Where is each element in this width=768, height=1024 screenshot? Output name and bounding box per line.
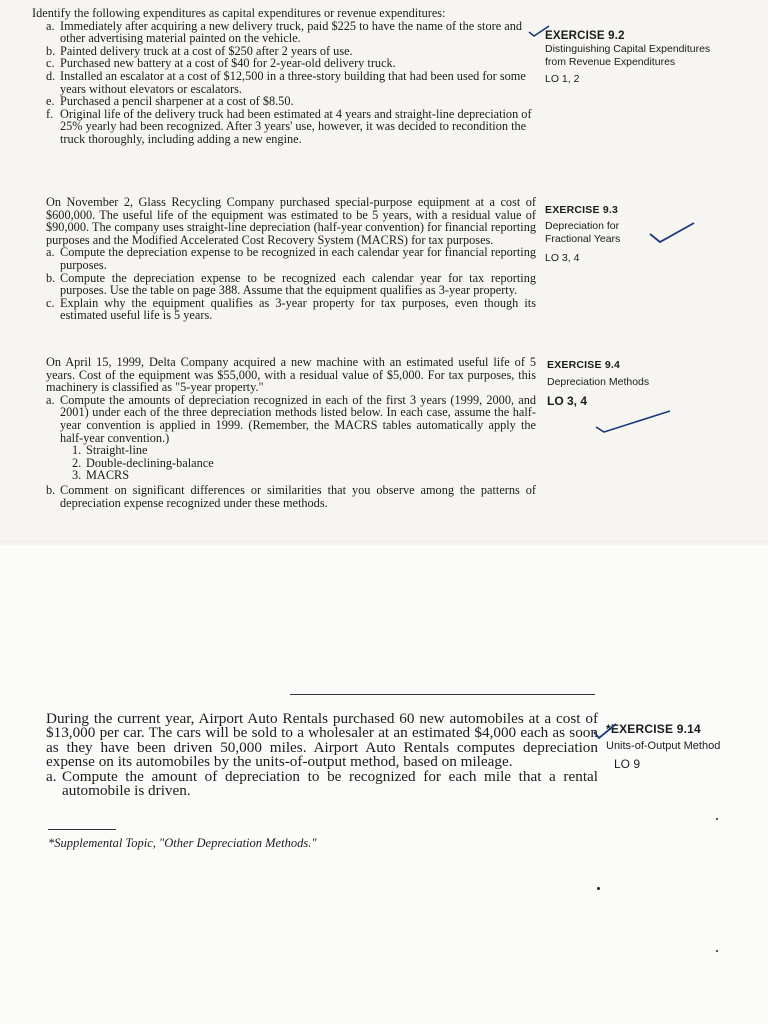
exercise-9-3-item-c xyxy=(46,297,536,322)
exercise-9-3-body xyxy=(46,196,536,322)
item-marker: c. xyxy=(46,56,55,71)
exercise-9-2-body xyxy=(32,6,536,146)
item-text: Immediately after acquiring a new delivery truck, paid $225 to have the name of the store and other advertising material painted on the vehicle. xyxy=(60,18,522,46)
exercise-9-14-sidebar xyxy=(606,722,756,772)
exercise-9-2-item-a xyxy=(46,20,536,45)
item-text: Straight-line xyxy=(86,443,148,458)
exercise-9-4-method-3 xyxy=(46,469,536,482)
item-text: Comment on significant differences or similarities that you observe among the patterns of depreciation expense recognized under these methods. xyxy=(60,482,536,510)
exercise-9-14-body xyxy=(46,712,598,798)
item-text: Original life of the delivery truck had been estimated at 4 years and straight-line depreciation of 25% yearly had been recognized. After 3 years' use, however, it was decided to recondition the truck thoroughly, including adding a new engine. xyxy=(60,106,532,146)
exercise-9-2-header: Identify the following expenditures as capital expenditures or revenue expenditures: xyxy=(32,6,446,20)
checkmark-icon xyxy=(592,722,618,740)
exercise-9-4-body xyxy=(46,356,536,509)
exercise-9-3-item-b xyxy=(46,272,536,297)
exercise-9-2-item-d xyxy=(46,70,536,95)
checkmark-icon xyxy=(594,407,674,435)
exercise-9-4-item-a xyxy=(46,394,536,444)
item-text: Compute the depreciation expense to be recognized in each calendar year for financial reporting purposes. xyxy=(60,245,536,272)
item-text: Purchased new battery at a cost of $40 for 2-year-old delivery truck. xyxy=(60,56,396,71)
item-marker: a. xyxy=(46,18,55,33)
exercise-9-2-sidebar xyxy=(545,30,760,86)
item-text: MACRS xyxy=(86,468,130,483)
item-text: Installed an escalator at a cost of $12,500 in a three-story building that had been used for some years without elevators or escalators. xyxy=(60,68,526,96)
exercise-9-3-intro: On November 2, Glass Recycling Company purchased special-purpose equipment at a cost of $600,000. The useful life of the equipment was estimated to be 5 years, with a residual value of $90,000. The company uses straight-line depreciation (half-year convention) for financial reporting purposes and the Modified Accelerated Cost Recovery System (MACRS) for tax purposes. xyxy=(46,195,536,247)
exercise-9-14-lo: LO 9 xyxy=(614,757,641,771)
exercise-9-14-subtitle-1: Units-of-Output Method xyxy=(606,740,721,752)
exercise-9-14-footnote: *Supplemental Topic, "Other Depreciation Methods." xyxy=(48,836,317,850)
item-text: Purchased a pencil sharpener at a cost of $8.50. xyxy=(60,94,294,109)
footnote-rule xyxy=(48,829,116,830)
exercise-9-3-item-a xyxy=(46,246,536,271)
exercise-9-4-item-b xyxy=(46,484,536,509)
exercise-9-2-lo: LO 1, 2 xyxy=(545,73,580,85)
item-text: Compute the amounts of depreciation recognized in each of the first 3 years (1999, 2000, and 2001) under each of the three depreciation methods listed below. In each case, assume the half-year convention is applied in 1999. (Remember, the MACRS tables automatically apply the half-year convention.) xyxy=(60,392,536,445)
item-marker: a. xyxy=(46,245,55,260)
exercise-9-3-subtitle-2: Fractional Years xyxy=(545,233,621,245)
item-marker: 1. xyxy=(72,443,82,458)
exercise-9-14-item-a xyxy=(46,767,598,800)
item-marker: c. xyxy=(46,295,55,310)
item-marker: a. xyxy=(46,392,55,407)
item-marker: b. xyxy=(46,43,56,58)
exercise-9-2-subtitle-2: from Revenue Expenditures xyxy=(545,56,676,68)
item-text: Double-declining-balance xyxy=(86,455,214,470)
exercise-9-2-item-f xyxy=(46,108,536,146)
exercise-9-4-lo: LO 3, 4 xyxy=(547,394,588,408)
exercise-9-14-intro: During the current year, Airport Auto Rentals purchased 60 new automobiles at a cost of $13,000 per car. The cars will be sold to a wholesaler at an estimated $4,000 each as soon as they have been driven 50,000 miles. Airport Auto Rentals computes depreciation expense on its automobiles by the units-of-output method, based on mileage. xyxy=(46,710,598,771)
item-text: Explain why the equipment qualifies as 3-year property for tax purposes, even though its estimated useful life is 5 years. xyxy=(60,295,536,323)
checkmark-icon xyxy=(648,220,698,246)
item-text: Painted delivery truck at a cost of $250 after 2 years of use. xyxy=(60,43,353,58)
exercise-9-4-subtitle-1: Depreciation Methods xyxy=(547,376,650,388)
scan-speck xyxy=(597,887,600,890)
scan-speck xyxy=(716,818,718,820)
item-marker: b. xyxy=(46,482,56,497)
item-marker: 3. xyxy=(72,468,82,483)
item-marker: f. xyxy=(46,106,54,121)
exercise-9-4-label: EXERCISE 9.4 xyxy=(547,359,621,371)
exercise-9-4-sidebar xyxy=(547,359,762,408)
exercise-9-3-label: EXERCISE 9.3 xyxy=(545,204,619,216)
section-divider xyxy=(290,694,595,695)
item-text: Compute the depreciation expense to be recognized each calendar year for tax reporting purposes. Use the table on page 388. Assume that the equipment qualifies as 3-year property. xyxy=(60,270,536,298)
item-marker: b. xyxy=(46,270,56,285)
exercise-9-2-subtitle-1: Distinguishing Capital Expenditures xyxy=(545,43,711,55)
exercise-9-3-lo: LO 3, 4 xyxy=(545,252,580,264)
scan-speck xyxy=(716,950,718,952)
exercise-9-3-subtitle-1: Depreciation for xyxy=(545,220,620,232)
item-marker: 2. xyxy=(72,455,82,470)
item-marker: a. xyxy=(46,767,57,785)
item-text: Compute the amount of depreciation to be recognized for each mile that a rental automobile is driven. xyxy=(62,767,598,800)
exercise-9-14-label: *EXERCISE 9.14 xyxy=(606,722,701,736)
exercise-9-4-intro: On April 15, 1999, Delta Company acquired a new machine with an estimated useful life of 5 years. Cost of the equipment was $55,000, with a residual value of $5,000. For tax purposes, this machinery is classified as "5-year property." xyxy=(46,355,536,395)
item-marker: d. xyxy=(46,68,56,83)
checkmark-icon xyxy=(527,24,551,38)
exercise-9-2-label: EXERCISE 9.2 xyxy=(545,30,625,42)
item-marker: e. xyxy=(46,94,55,109)
